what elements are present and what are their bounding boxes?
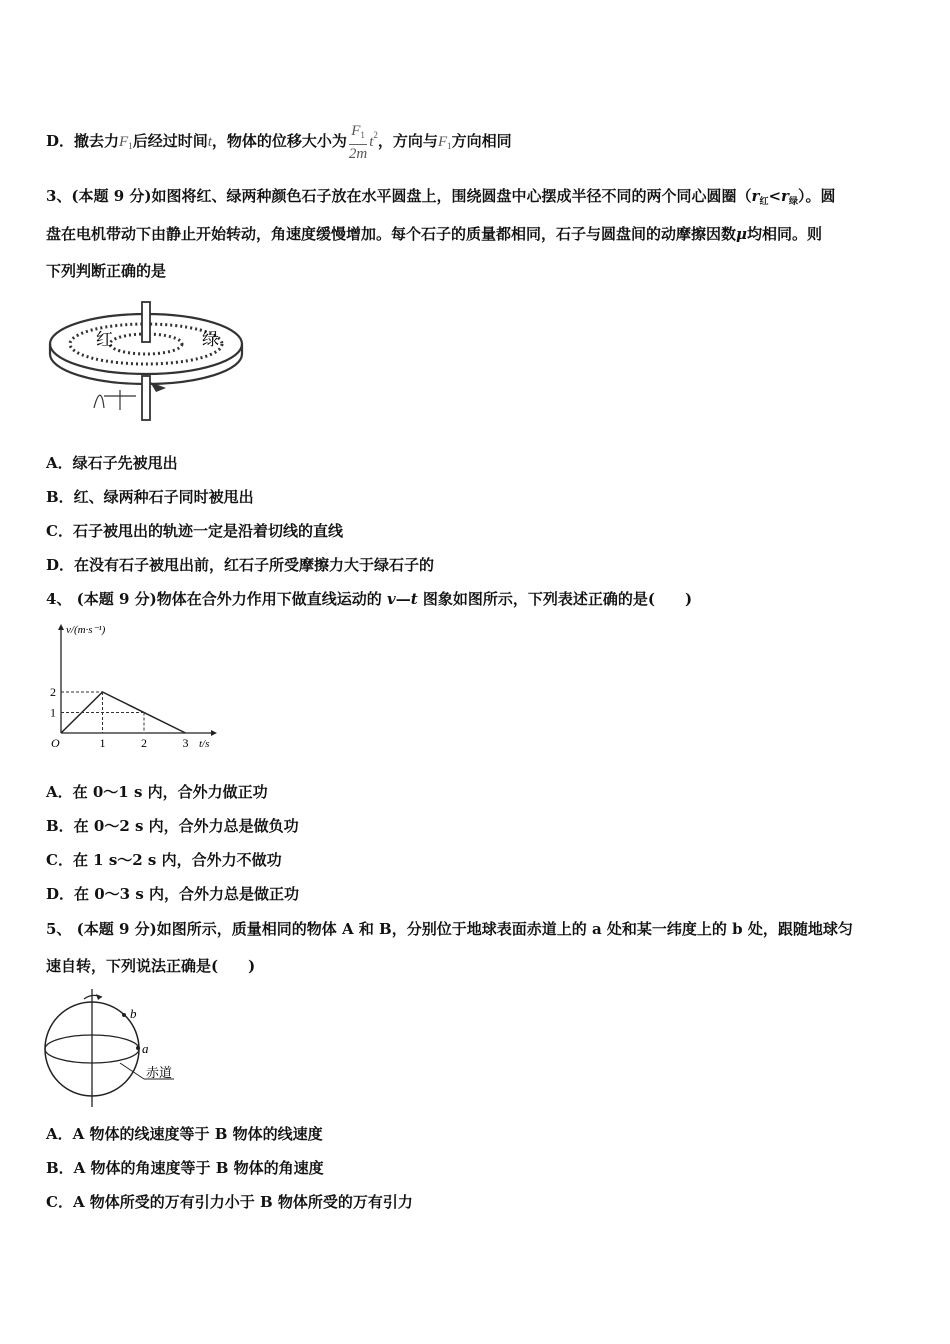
turntable-figure	[46, 292, 251, 424]
x-tick-label-2: 2	[141, 736, 147, 750]
earth-figure	[40, 985, 185, 1110]
q2-option-d-text3: ，物体的位移大小为	[211, 132, 347, 150]
q2-option-d-text1: 撤去力	[74, 132, 120, 150]
q5-stem-line1: 5、 (本题 9 分)如图所示，质量相同的物体 A 和 B，分别位于地球表面赤道上的 a 处和某一纬度上的 b 处，跟随地球匀	[46, 920, 853, 938]
y-tick-label-2: 2	[50, 685, 56, 699]
point-a-label: a	[142, 1041, 149, 1056]
q5-option-b: B．A 物体的角速度等于 B 物体的角速度	[46, 1159, 324, 1177]
time-symbol: t	[207, 134, 212, 150]
q2-option-d-text4: ，方向与	[377, 132, 438, 150]
q2-option-d-text2: 后经过时间	[132, 132, 208, 150]
q4-option-d: D．在 0～3 s 内，合外力总是做正功	[46, 885, 299, 903]
x-tick-label-3: 3	[182, 736, 189, 750]
q4-option-a: A．在 0～1 s 内，合外力做正功	[46, 783, 268, 801]
x-axis-arrow	[211, 730, 217, 736]
y-axis-arrow	[58, 624, 64, 630]
equator-label: 赤道	[146, 1065, 173, 1080]
q5-option-c: C．A 物体所受的万有引力小于 B 物体所受的万有引力	[46, 1193, 413, 1211]
displacement-fraction: $\frac{F_1}{2m}$	[348, 122, 368, 162]
q3-stem-line1: 3、(本题 9 分)如图将红、绿两种颜色石子放在水平圆盘上，围绕圆盘中心摆成半径不同的两个同心圆圈$(r_红<r_绿)$。圆	[46, 187, 836, 207]
point-a-marker	[136, 1046, 140, 1050]
point-b-label: b	[130, 1006, 137, 1021]
q3-option-b: B．红、绿两种石子同时被甩出	[46, 488, 254, 506]
fraction-t-squared: $t^2$	[369, 130, 378, 150]
point-b-marker	[122, 1013, 126, 1017]
q5-stem-line2: 速自转，下列说法正确是( )	[46, 957, 256, 975]
q3-option-c: C．石子被甩出的轨迹一定是沿着切线的直线	[46, 522, 343, 540]
q2-option-d-label: D．	[46, 132, 75, 150]
force-symbol-2: $F_1$	[437, 134, 452, 151]
q3-stem-line2: 盘在电机带动下由静止开始转动，角速度缓慢增加。每个石子的质量都相同，石子与圆盘间的动摩擦因数μ均相同。则	[46, 225, 823, 243]
q2-option-d-text5: 方向相同	[451, 132, 512, 150]
x-axis-label: t/s	[199, 738, 210, 750]
red-stone-label: 红	[96, 330, 113, 349]
q3-stem-line3: 下列判断正确的是	[46, 262, 167, 280]
y-axis-label: v/(m·s⁻¹)	[66, 624, 106, 636]
x-tick-label-1: 1	[99, 736, 106, 750]
origin-label: O	[51, 736, 60, 750]
r-red-symbol: $r_红$	[751, 187, 769, 207]
q4-option-c: C．在 1 s～2 s 内，合外力不做功	[46, 851, 282, 869]
vt-chart	[46, 620, 226, 755]
q4-stem: 4、 (本题 9 分)物体在合外力作用下做直线运动的 v—t 图象如图所示，下列表述正确的是( )	[46, 590, 693, 608]
q3-option-d: D．在没有石子被甩出前，红石子所受摩擦力大于绿石子的	[46, 556, 435, 574]
q5-option-a: A．A 物体的线速度等于 B 物体的线速度	[46, 1125, 323, 1143]
q4-option-b: B．在 0～2 s 内，合外力总是做负功	[46, 817, 299, 835]
r-green-symbol: $r_绿$	[781, 187, 798, 207]
green-stone-label: 绿	[202, 330, 219, 349]
y-tick-label-1: 1	[50, 705, 56, 720]
q3-option-a: A．绿石子先被甩出	[46, 454, 178, 472]
mu-symbol: μ	[736, 225, 747, 243]
q2-option-d	[46, 112, 512, 169]
force-symbol: $F_1$	[119, 134, 133, 151]
